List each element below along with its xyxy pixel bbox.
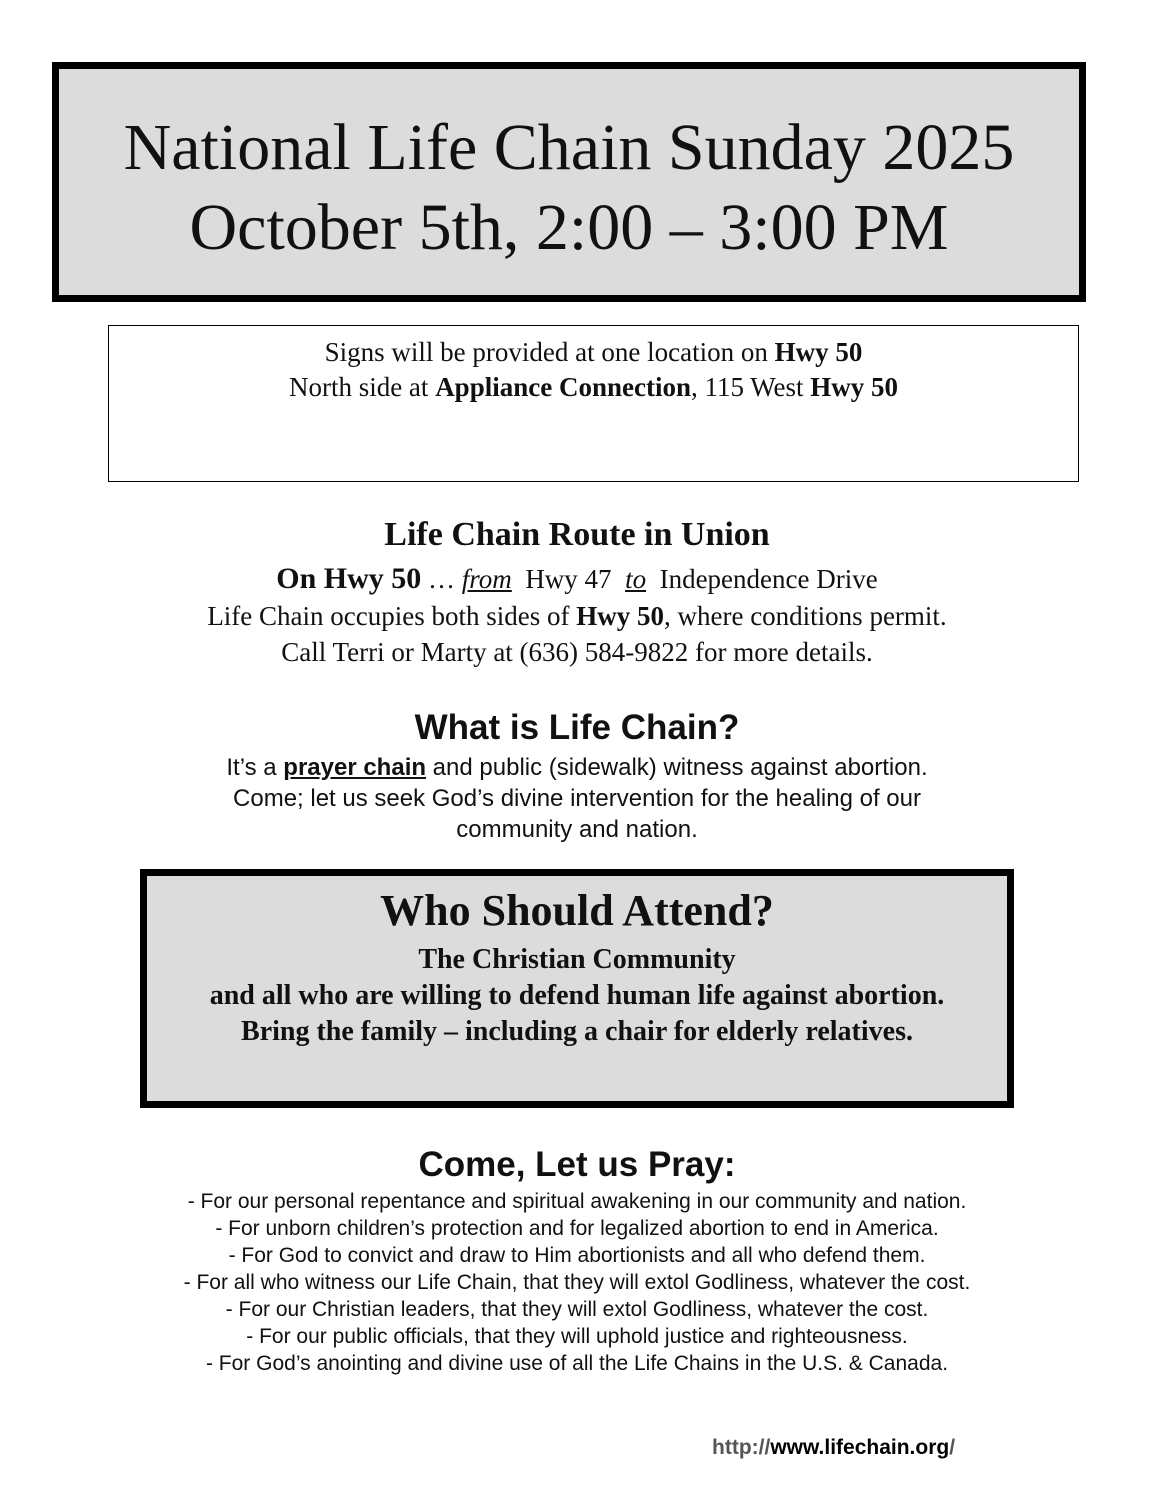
route-contact: Call Terri or Marty at (636) 584-9822 for more details. xyxy=(281,637,873,667)
what-line-1 xyxy=(0,752,1154,783)
route-ellipsis: … xyxy=(421,564,462,594)
what-line-3: community and nation. xyxy=(456,816,698,843)
event-title: National Life Chain Sunday 2025 xyxy=(123,111,1015,184)
route-from-label: from xyxy=(461,564,512,594)
url-domain: www.lifechain.org xyxy=(770,1436,950,1459)
list-item: - For God’s anointing and divine use of all the Life Chains in the U.S. & Canada. xyxy=(205,1352,949,1375)
attend-line-2: and all who are willing to defend human life against abortion. xyxy=(209,980,945,1011)
signs-line-1 xyxy=(109,335,1078,370)
what-line-1-end: and public (sidewalk) witness against abortion. xyxy=(426,754,928,781)
url-suffix: / xyxy=(949,1436,956,1459)
route-to-label: to xyxy=(625,564,647,594)
route-road: On Hwy 50 xyxy=(276,562,422,595)
route-line-2-text: Life Chain occupies both sides of xyxy=(207,601,577,631)
what-heading: What is Life Chain? xyxy=(414,708,740,747)
prayer-chain-term: prayer chain xyxy=(283,754,427,781)
list-item: - For unborn children’s protection and for legalized abortion to end in America. xyxy=(215,1217,939,1240)
website-link[interactable] xyxy=(712,1434,955,1462)
list-item: - For all who witness our Life Chain, that they will extol Godliness, whatever the cost. xyxy=(183,1271,971,1294)
signs-line-2 xyxy=(109,370,1078,405)
signs-info-box xyxy=(108,325,1079,482)
attend-line-1: The Christian Community xyxy=(418,944,736,975)
route-heading: Life Chain Route in Union xyxy=(384,516,770,553)
attend-line-3: Bring the family – including a chair for elderly relatives. xyxy=(241,1016,913,1047)
what-line-1-text: It’s a xyxy=(226,754,284,781)
title-banner xyxy=(52,62,1086,302)
what-line-2: Come; let us seek God’s divine intervention for the healing of our xyxy=(233,785,921,812)
signs-line-2-hwy: Hwy 50 xyxy=(810,372,899,402)
route-line-1 xyxy=(0,561,1154,597)
signs-line-1-hwy: Hwy 50 xyxy=(774,337,863,367)
signs-address: , 115 West xyxy=(690,372,811,402)
route-line-2-hwy: Hwy 50 xyxy=(576,601,664,631)
route-start: Hwy 47 xyxy=(511,564,626,594)
event-date-time: October 5th, 2:00 – 3:00 PM xyxy=(189,191,949,264)
prayer-list xyxy=(0,1188,1154,1377)
list-item: - For God to convict and draw to Him abortionists and all who defend them. xyxy=(228,1244,926,1267)
list-item: - For our Christian leaders, that they will extol Godliness, whatever the cost. xyxy=(225,1298,929,1321)
route-line-2-end: , where conditions permit. xyxy=(663,601,947,631)
route-end: Independence Drive xyxy=(646,564,878,594)
attend-heading: Who Should Attend? xyxy=(380,886,774,935)
url-prefix: http:// xyxy=(712,1436,771,1459)
route-line-2 xyxy=(0,598,1154,634)
signs-line-2-text: North side at xyxy=(288,372,436,402)
signs-line-1-text: Signs will be provided at one location on xyxy=(324,337,775,367)
list-item: - For our public officials, that they will uphold justice and righteousness. xyxy=(246,1325,908,1348)
pray-heading: Come, Let us Pray: xyxy=(418,1145,736,1184)
list-item: - For our personal repentance and spiritual awakening in our community and nation. xyxy=(187,1190,967,1213)
signs-location-name: Appliance Connection xyxy=(435,372,691,402)
attend-box xyxy=(140,869,1014,1108)
